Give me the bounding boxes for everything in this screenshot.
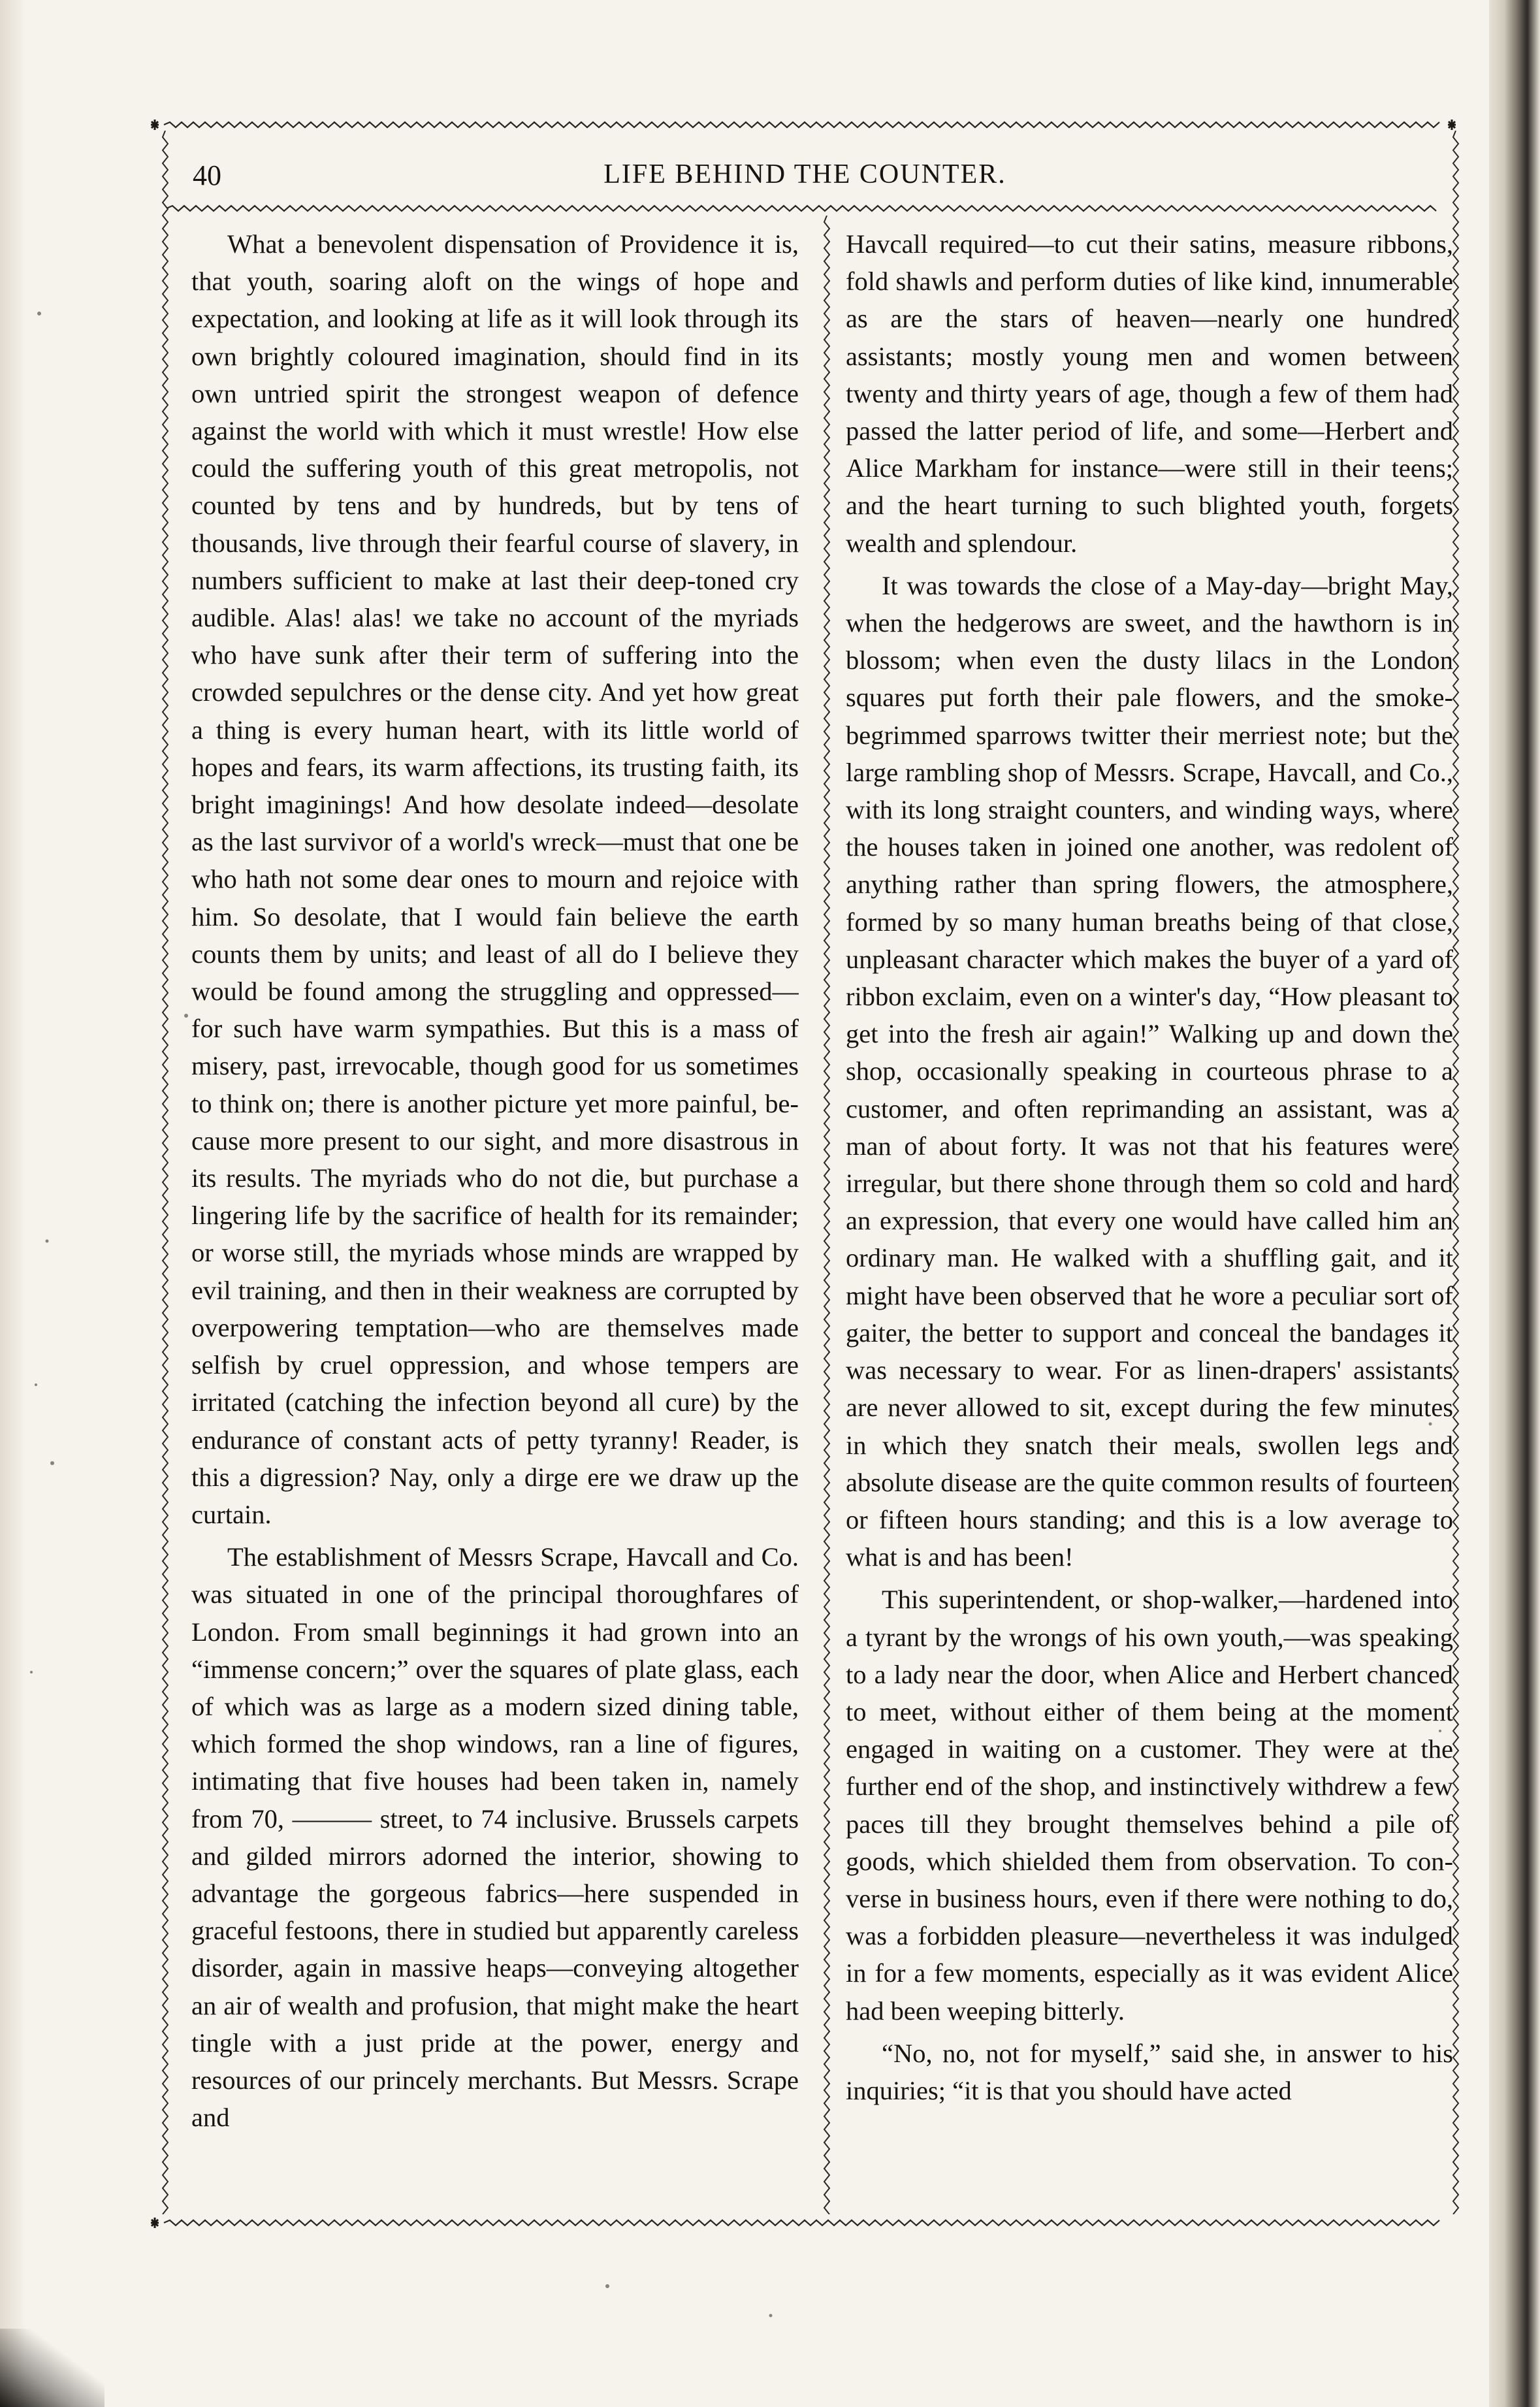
bottom-ornamental-rule bbox=[147, 2214, 1460, 2231]
page-number: 40 bbox=[193, 159, 221, 191]
right-column bbox=[846, 225, 1453, 2205]
corner-shadow bbox=[0, 2329, 104, 2407]
paragraph: The establishment of Messrs Scrape, Havcall and Co. was situated in one of the principal thoroughfares of London. From small beginnings it had grown into an “immense concern;” over the squares of plate glass, each of which was as large as a modern sized dining table, which formed the shop windows, ran a line of figures, intimating that five houses had been taken in, namely from 70, ——— street, to 74 inclusive. Brussels carpets and gilded mirrors adorned the interior, showing to advantage the gorgeous fabrics—here suspended in graceful festoons, there in studied but apparently careless disorder, again in massive heaps—conveying altogether an air of wealth and profusion, that might make the heart tingle with a just pride at the power, energy and resources of our princely merchants. But Messrs. Scrape and bbox=[191, 1542, 799, 2133]
running-head bbox=[180, 147, 1430, 199]
paragraph: What a benevolent dispensation of Providence it is, that youth, soaring aloft on the wings of hope and expectation, and looking at life as it will look through its own brightly coloured imagination, should find in its own untried spirit the strongest weapon of defence against the world with which it must wrestle! How else could the suffering youth of this great metropolis, not counted by tens and by hundreds, but by tens of thousands, live through their fearful course of slavery, in numbers sufficient to make at last their deep-toned cry audible. Alas! alas! we take no account of the myriads who have sunk after their term of suffering into the crowded sepulchres or the dense city. And yet how great a thing is every human heart, with its little world of hopes and fears, its warm affections, its trusting faith, its bright imaginings! And how desolate indeed—desolate as the last survivor of a world's wreck—must that one be who hath not some dear ones to mourn and rejoice with him. So desolate, that I would fain believe the earth counts them by units; and least of all do I believe they would be found among the struggling and oppressed—for such have warm sympathies. But this is a mass of misery, past, irrevocable, though good for us sometimes to think on; there is another picture yet more painful, because more present to our sight, and more disastrous in its results. The myriads who do not die, but purchase a lingering life by the sacrifice of health for its remainder; or worse still, the myriads whose minds are wrapped by evil training, and then in their weakness are corrupted by overpowering temptation—who are themselves made selfish by cruel oppression, and whose tempers are irritated (catching the infection beyond all cure) by the endurance of constant acts of petty tyranny! Reader, is this a digression? Nay, only a dirge ere we draw up the curtain. bbox=[191, 229, 799, 1529]
paragraph: “No, no, not for myself,” said she, in answer to his inquiries; “it is that you should have acted bbox=[846, 2038, 1453, 2105]
header-ornamental-rule bbox=[147, 200, 1460, 217]
top-ornamental-rule bbox=[147, 116, 1460, 133]
page-left-edge bbox=[0, 0, 26, 2407]
running-title: LIFE BEHIND THE COUNTER. bbox=[603, 159, 1006, 189]
star-ornament-icon bbox=[151, 2218, 159, 2228]
binding-gutter bbox=[1489, 0, 1540, 2407]
paragraph: It was towards the close of a May-day—bright May, when the hedgerows are sweet, and the hawthorn is in blossom; when even the dusty lilacs in the London squares put forth their pale flowers, and the smoke-begrimmed sparrows twitter their merriest note; but the large rambling shop of Messrs. Scrape, Havcall, and Co., with its long straight counters, and winding ways, where the houses taken in joined one another, was redolent of anything rather than spring flowers, the atmosphere, formed by so many human breaths being of that close, unpleasant character which makes the buyer of a yard of ribbon exclaim, even on a winter's day, “How pleasant to get into the fresh air again!” Walking up and down the shop, occasionally speaking in courteous phrase to a customer, and often reprimanding an assistant, was a man of about forty. It was not that his features were irregular, but there shone through them so cold and hard an expression, that every one would have called him an ordinary man. He walked with a shuffling gait, and it might have been observed that he wore a peculiar sort of gaiter, the better to support and conceal the bandages it was necessary to wear. For as linen-drapers' assistants are never allowed to sit, except during the few minutes in which they snatch their meals, swollen legs and absolute disease are the quite common results of fourteen or fifteen hours standing; and this is a low average to what is and has been! bbox=[846, 570, 1453, 1572]
star-ornament-icon bbox=[151, 120, 159, 130]
paragraph: Havcall required—to cut their satins, measure ribbons, fold shawls and perform duties of like kind, innumerable as are the stars of heaven—nearly one hundred assistants; mostly young men and women between twenty and thirty years of age, though a few of them had passed the latter period of life, and some—Herbert and Alice Markham for instance—were still in their teens; and the heart turning to such blighted youth, forgets wealth and splendour. bbox=[846, 229, 1453, 558]
column-divider bbox=[820, 216, 834, 2214]
left-ornamental-border bbox=[158, 131, 172, 2214]
paragraph: This superintendent, or shop-walker,—hardened into a tyrant by the wrongs of his own youth,—was speaking to a lady near the door, when Alice and Herbert chanced to meet, without either of them being at the moment engaged in waiting on a customer. They were at the further end of the shop, and instinctively withdrew a few paces till they brought themselves behind a pile of goods, which shielded them from observation. To converse in business hours, even if there were nothing to do, was a forbidden pleasure—nevertheless it was indulged in for a few moments, especially as it was evident Alice had been weeping bitterly. bbox=[846, 1585, 1453, 2026]
left-column bbox=[191, 225, 799, 2205]
star-ornament-icon bbox=[1448, 120, 1456, 130]
